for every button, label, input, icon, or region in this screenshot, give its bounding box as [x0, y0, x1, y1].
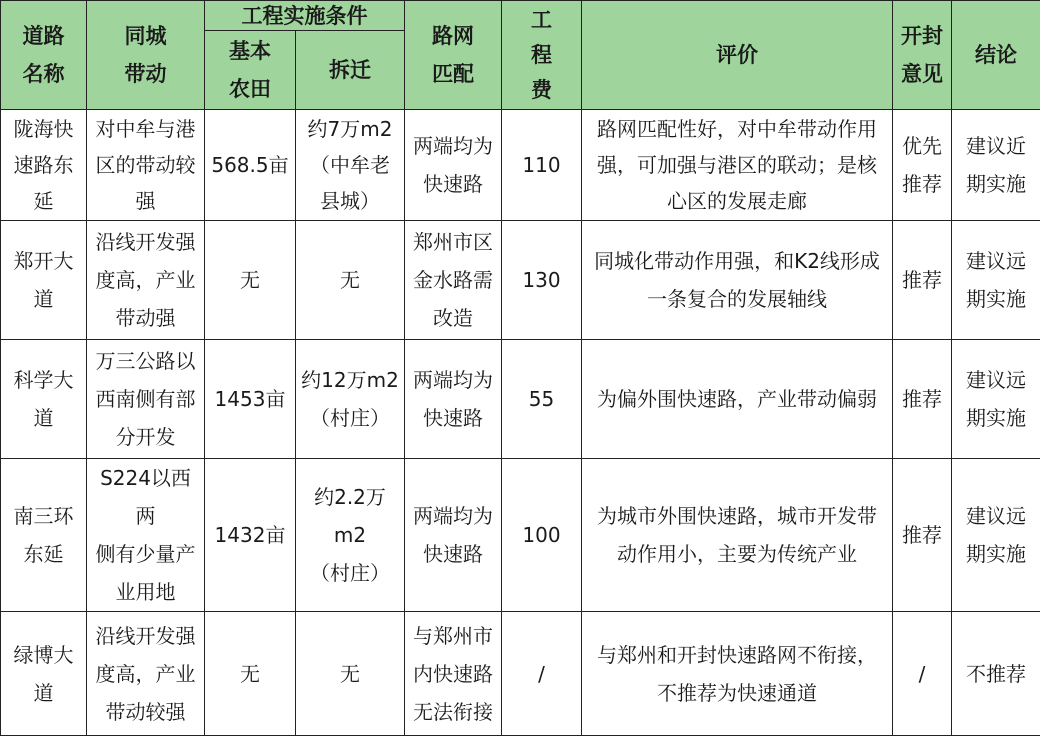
table-row	[1, 459, 1040, 612]
cell-conclusion: 建议近 期实施	[952, 110, 1040, 221]
cell-road-name: 南三环 东延	[1, 459, 87, 612]
cell-evaluation: 同城化带动作用强，和K2线形成 一条复合的发展轴线	[582, 221, 893, 340]
cell-city-driving: 沿线开发强 度高，产业 带动强	[87, 221, 205, 340]
cell-farmland: 无	[205, 612, 296, 736]
cell-road-name: 绿博大 道	[1, 612, 87, 736]
header-network-text: 路网 匹配	[409, 17, 497, 93]
header-cost	[502, 1, 582, 110]
cell-evaluation: 路网匹配性好，对中牟带动作用 强，可加强与港区的联动；是核 心区的发展走廊	[582, 110, 893, 221]
cell-farmland: 1453亩	[205, 340, 296, 459]
cell-evaluation: 为城市外围快速路，城市开发带 动作用小，主要为传统产业	[582, 459, 893, 612]
cell-conclusion: 不推荐	[952, 612, 1040, 736]
cell-cost: 130	[502, 221, 582, 340]
cell-network: 与郑州市 内快速路 无法衔接	[405, 612, 502, 736]
header-city-driving-text: 同城 带动	[91, 17, 200, 93]
cell-farmland: 568.5亩	[205, 110, 296, 221]
header-conclusion: 结论	[952, 1, 1040, 110]
cell-network: 两端均为 快速路	[405, 110, 502, 221]
header-road-name-text: 道路 名称	[5, 17, 82, 93]
cell-city-driving: 对中牟与港 区的带动较 强	[87, 110, 205, 221]
cell-conclusion: 建议远 期实施	[952, 459, 1040, 612]
cell-cost: 110	[502, 110, 582, 221]
cell-conclusion: 建议远 期实施	[952, 221, 1040, 340]
cell-road-name: 科学大 道	[1, 340, 87, 459]
cell-city-driving: S224以西两 侧有少量产 业用地	[87, 459, 205, 612]
cell-network: 两端均为 快速路	[405, 459, 502, 612]
header-kaifeng-opinion	[893, 1, 952, 110]
cell-kaifeng-opinion: 推荐	[893, 221, 952, 340]
cell-road-name: 陇海快 速路东 延	[1, 110, 87, 221]
cell-evaluation: 为偏外围快速路，产业带动偏弱	[582, 340, 893, 459]
table-row	[1, 110, 1040, 221]
header-road-name	[1, 1, 87, 110]
cell-city-driving: 沿线开发强 度高，产业 带动较强	[87, 612, 205, 736]
header-kaifeng-opinion-text: 开封 意见	[897, 17, 947, 93]
cell-demolition: 约7万m2 （中牟老 县城）	[296, 110, 405, 221]
cell-demolition: 无	[296, 221, 405, 340]
header-evaluation: 评价	[582, 1, 893, 110]
table-row	[1, 612, 1040, 736]
cell-kaifeng-opinion: 优先 推荐	[893, 110, 952, 221]
cell-demolition: 约12万m2 （村庄）	[296, 340, 405, 459]
header-farmland-text: 基本 农田	[209, 32, 291, 108]
cell-road-name: 郑开大 道	[1, 221, 87, 340]
header-network	[405, 1, 502, 110]
cell-farmland: 无	[205, 221, 296, 340]
cell-network: 两端均为 快速路	[405, 340, 502, 459]
table-header	[1, 1, 1040, 110]
cell-cost: /	[502, 612, 582, 736]
table-row	[1, 221, 1040, 340]
header-conditions-group: 工程实施条件	[205, 1, 405, 31]
header-city-driving	[87, 1, 205, 110]
cell-conclusion: 建议远 期实施	[952, 340, 1040, 459]
cell-demolition: 约2.2万m2 （村庄）	[296, 459, 405, 612]
cell-network: 郑州市区 金水路需 改造	[405, 221, 502, 340]
cell-demolition: 无	[296, 612, 405, 736]
cell-cost: 55	[502, 340, 582, 459]
header-cost-text: 工 程 费	[506, 3, 577, 108]
cell-kaifeng-opinion: 推荐	[893, 340, 952, 459]
table-body	[1, 110, 1040, 736]
cell-kaifeng-opinion: 推荐	[893, 459, 952, 612]
cell-kaifeng-opinion: /	[893, 612, 952, 736]
cell-farmland: 1432亩	[205, 459, 296, 612]
cell-city-driving: 万三公路以 西南侧有部 分开发	[87, 340, 205, 459]
header-demolition: 拆迁	[296, 31, 405, 110]
header-farmland	[205, 31, 296, 110]
cell-evaluation: 与郑州和开封快速路网不衔接， 不推荐为快速通道	[582, 612, 893, 736]
table-row	[1, 340, 1040, 459]
cell-cost: 100	[502, 459, 582, 612]
